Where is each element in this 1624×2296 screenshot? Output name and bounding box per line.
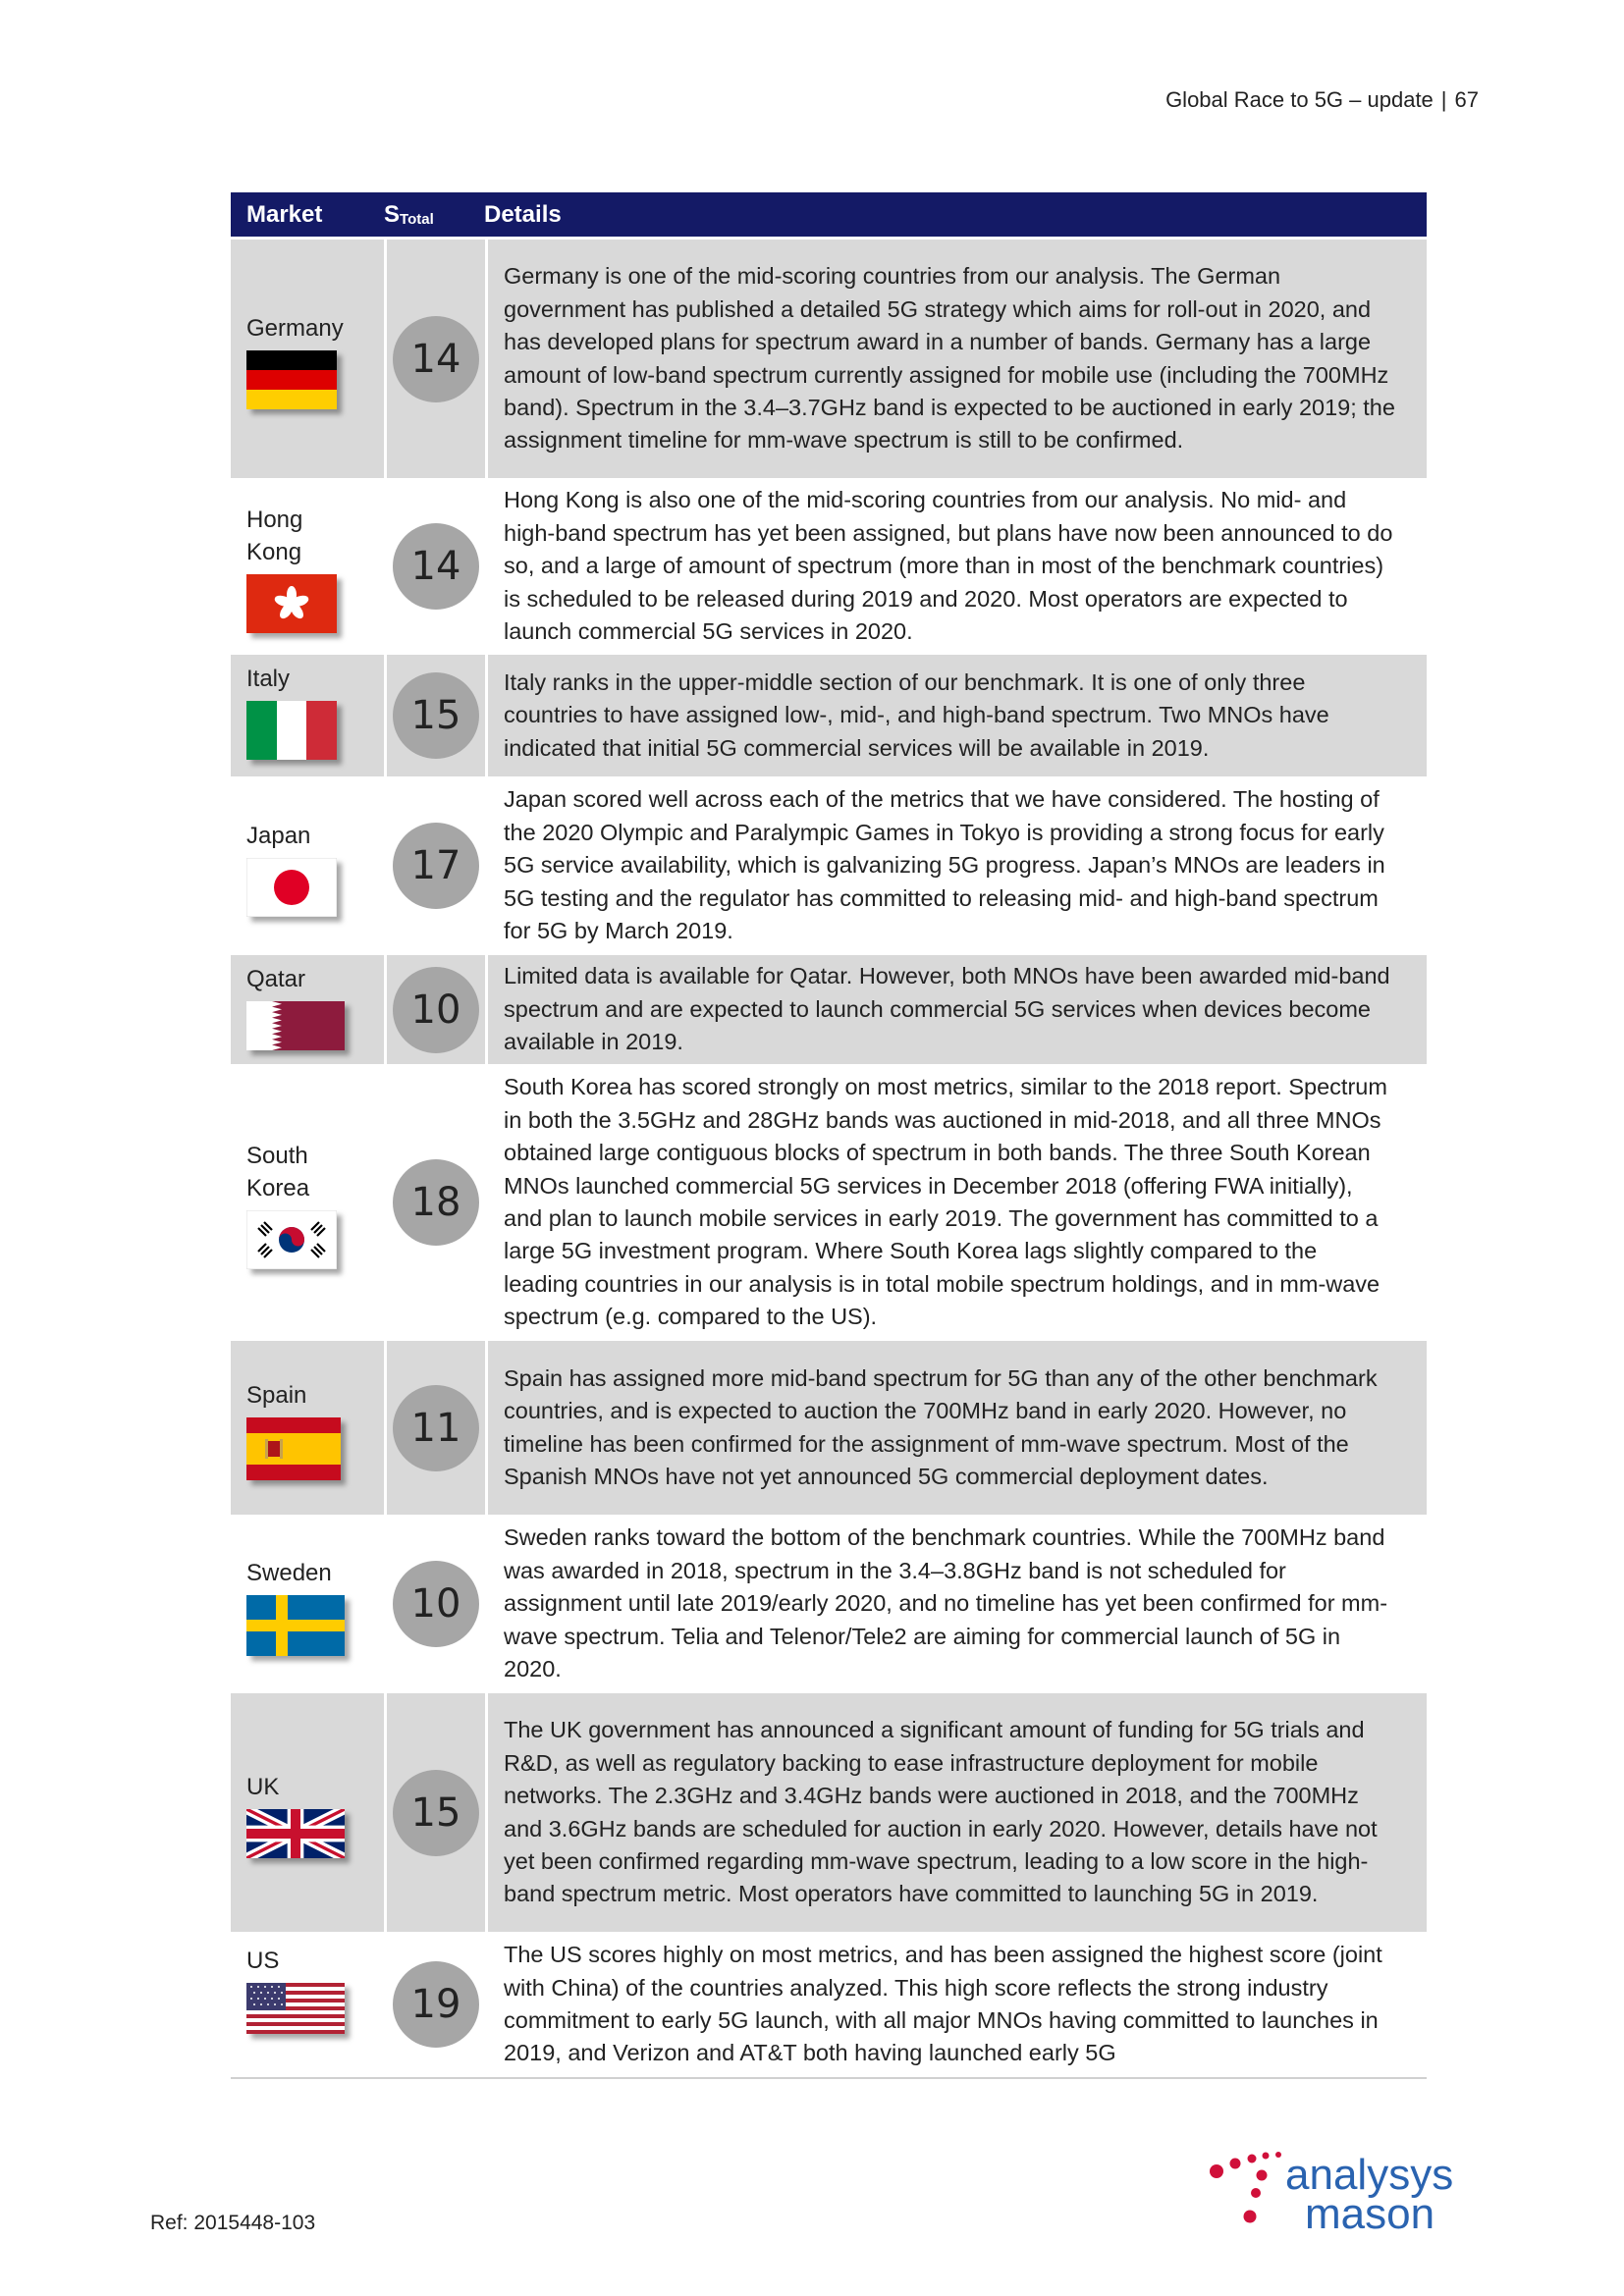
details-cell: The US scores highly on most metrics, and has been assigned the highest score (joint with China) of the countries analyzed. This high score reflects the strong industry commitment to early 5G launch, with all major MNOs having committed to launches in 2019, and Verizon and AT&T both having launched early 5G — [488, 1935, 1427, 2074]
page-number: 67 — [1454, 87, 1479, 112]
details-cell: Spain has assigned more mid-band spectrum for 5G than any of the other benchmark countries, and is expected to auction the 700MHz band in early 2020. However, no timeline has been confirmed for the assignment of mm-wave spectrum. Most of the Spanish MNOs have not yet announced 5G commercial deployment dates. — [488, 1341, 1427, 1515]
qatar-flag-icon — [246, 1001, 345, 1050]
market-cell — [231, 655, 384, 776]
table-row-qatar — [231, 955, 1427, 1067]
market-name: Japan — [246, 822, 311, 849]
us-flag-icon — [246, 1983, 345, 2034]
details-cell: Sweden ranks toward the bottom of the benchmark countries. While the 700MHz band was awarded in 2018, spectrum in the 3.4–3.8GHz band is not scheduled for assignment until late 2019/early 2020, and no timeline has yet been confirmed for mm-wave spectrum. Telia and Telenor/Tele2 are aiming for commercial launch of 5G in 2020. — [488, 1518, 1427, 1690]
document-reference: Ref: 2015448-103 — [150, 2212, 316, 2234]
score-badge: 15 — [393, 1770, 479, 1856]
market-name: Hong Kong — [246, 507, 303, 565]
market-cell — [231, 481, 384, 652]
south-korea-flag-icon — [246, 1210, 337, 1269]
score-badge: 14 — [393, 316, 479, 402]
score-cell — [387, 1693, 485, 1932]
score-cell — [387, 655, 485, 776]
score-header-main: S — [384, 200, 401, 228]
market-name: Spain — [246, 1382, 307, 1409]
table-row-japan — [231, 779, 1427, 955]
market-cell — [231, 1693, 384, 1932]
table-row-south-korea — [231, 1067, 1427, 1341]
score-cell — [387, 1067, 485, 1338]
details-cell: South Korea has scored strongly on most metrics, similar to the 2018 report. Spectrum in both the 3.5GHz and 28GHz bands was auctioned in mid-2018, and all three MNOs obtained large contiguous blocks of spectrum in both bands. The three South Korean MNOs launched commercial 5G services in December 2018 (offering FWA initially), and plan to launch mobile services in early 2019. The government has committed to a large 5G investment program. Where South Korea lags slightly compared to the leading countries in our analysis is in total mobile spectrum holdings, and in mm-wave spectrum (e.g. compared to the US). — [488, 1067, 1427, 1338]
table-row-spain — [231, 1341, 1427, 1518]
japan-flag-icon — [246, 858, 337, 917]
header-separator: | — [1440, 87, 1447, 112]
table-row-hong-kong — [231, 481, 1427, 655]
column-header-details: Details — [484, 200, 562, 228]
page-header — [1165, 87, 1479, 113]
column-header-market: Market — [246, 200, 323, 228]
score-cell — [387, 955, 485, 1064]
market-cell — [231, 955, 384, 1064]
market-name: South Korea — [246, 1143, 310, 1201]
table-row-italy — [231, 655, 1427, 779]
table-header — [231, 192, 1427, 240]
sweden-flag-icon — [246, 1595, 345, 1656]
hong-kong-flag-icon — [246, 574, 337, 633]
analysys-mason-logo-icon — [1203, 2138, 1507, 2236]
score-header-sub: Total — [400, 210, 434, 228]
score-cell — [387, 240, 485, 478]
market-cell — [231, 240, 384, 478]
details-cell: Hong Kong is also one of the mid-scoring countries from our analysis. No mid- and high-band spectrum has yet been assigned, but plans have now been announced to do so, and a large of amount of spectrum (more than in most of the benchmark countries) is scheduled to be released during 2019 and 2020. Most operators are expected to launch commercial 5G services in 2020. — [488, 481, 1427, 652]
score-badge: 11 — [393, 1385, 479, 1471]
score-badge: 10 — [393, 967, 479, 1053]
market-name: Italy — [246, 666, 291, 692]
market-name: US — [246, 1948, 280, 1974]
document-title: Global Race to 5G – update — [1165, 87, 1434, 112]
market-cell — [231, 779, 384, 952]
details-cell: Japan scored well across each of the metrics that we have considered. The hosting of the 2020 Olympic and Paralympic Games in Tokyo is providing a strong focus for early 5G service availability, which is galvanizing 5G progress. Japan’s MNOs are leaders in 5G testing and the regulator has committed to releasing mid- and high-band spectrum for 5G by March 2019. — [488, 779, 1427, 952]
table-row-uk — [231, 1693, 1427, 1935]
market-cell — [231, 1341, 384, 1515]
score-badge: 19 — [393, 1961, 479, 2048]
score-badge: 10 — [393, 1561, 479, 1647]
logo-line1: analysys — [1285, 2151, 1454, 2199]
market-name: Qatar — [246, 966, 306, 992]
market-name: UK — [246, 1774, 280, 1800]
table-row-germany — [231, 240, 1427, 481]
market-cell — [231, 1067, 384, 1338]
score-badge: 17 — [393, 823, 479, 909]
details-cell: Germany is one of the mid-scoring countries from our analysis. The German government has published a detailed 5G strategy which aims for roll-out in 2020, and has developed plans for spectrum award in a number of bands. Germany has a large amount of low-band spectrum currently assigned for mobile use (including the 700MHz band). Spectrum in the 3.4–3.7GHz band is expected to be auctioned in early 2019; the assignment timeline for mm-wave spectrum is still to be confirmed. — [488, 240, 1427, 478]
market-name: Germany — [246, 315, 344, 342]
table-row-us — [231, 1935, 1427, 2077]
score-cell — [387, 481, 485, 652]
germany-flag-icon — [246, 350, 337, 409]
details-cell: The UK government has announced a significant amount of funding for 5G trials and R&D, as well as regulatory backing to ease infrastructure deployment for mobile networks. The 2.3GHz and 3.4GHz bands were auctioned in 2018, and the 700MHz and 3.6GHz bands are scheduled for auction in early 2020. However, details have not yet been confirmed regarding mm-wave spectrum, leading to a low score in the high-band spectrum metric. Most operators have committed to launching 5G in 2019. — [488, 1693, 1427, 1932]
score-cell — [387, 1935, 485, 2074]
score-badge: 18 — [393, 1159, 479, 1246]
score-cell — [387, 1518, 485, 1690]
market-cell — [231, 1935, 384, 2074]
details-cell: Limited data is available for Qatar. However, both MNOs have been awarded mid-band spectrum and are expected to launch commercial 5G services when devices become available in 2019. — [488, 955, 1427, 1064]
score-cell — [387, 1341, 485, 1515]
italy-flag-icon — [246, 701, 337, 760]
market-score-table — [231, 192, 1427, 2079]
score-badge: 14 — [393, 523, 479, 610]
spain-flag-icon — [246, 1417, 341, 1480]
market-cell — [231, 1518, 384, 1690]
market-name: Sweden — [246, 1559, 332, 1586]
score-cell — [387, 779, 485, 952]
column-header-score — [370, 201, 468, 229]
uk-flag-icon — [246, 1809, 345, 1858]
table-row-sweden — [231, 1518, 1427, 1693]
logo-line2: mason — [1305, 2190, 1435, 2236]
score-badge: 15 — [393, 672, 479, 759]
details-cell: Italy ranks in the upper-middle section of our benchmark. It is one of only three countries to have assigned low-, mid-, and high-band spectrum. Two MNOs have indicated that initial 5G commercial services will be available in 2019. — [488, 655, 1427, 776]
